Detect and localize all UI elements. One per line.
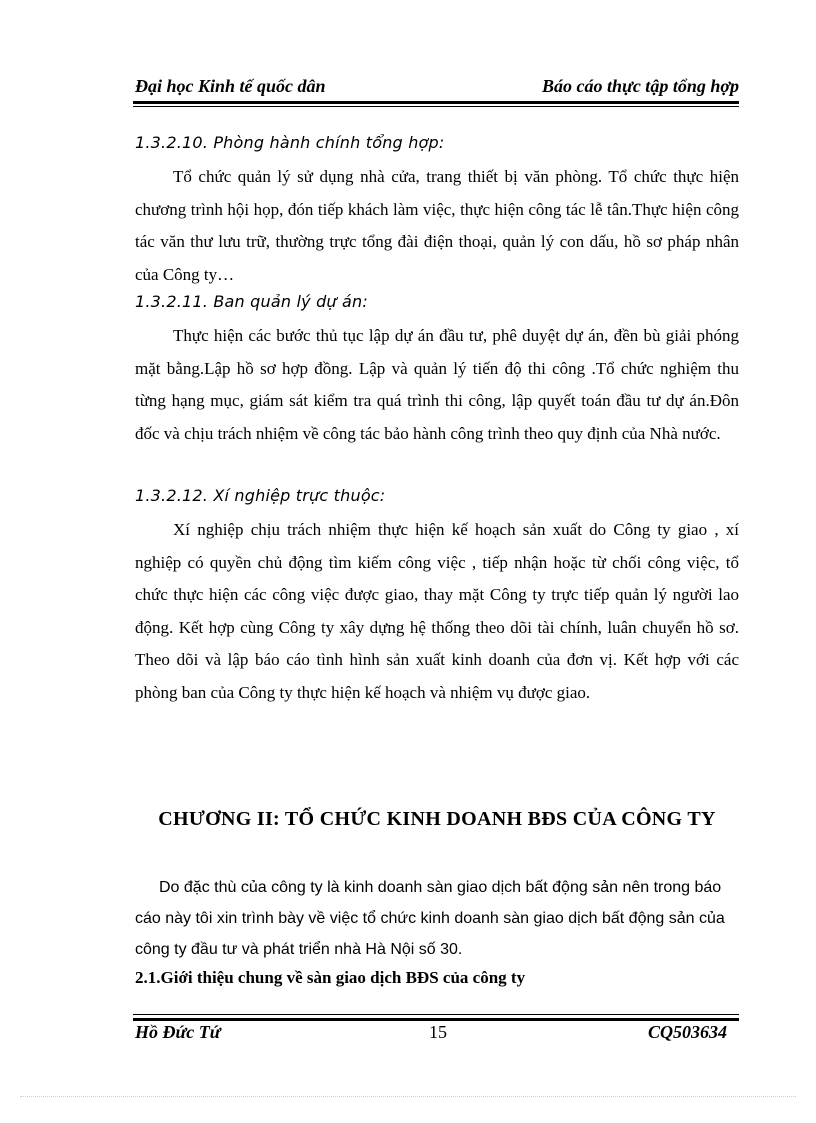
- section-paragraph-1-3-2-12: Xí nghiệp chịu trách nhiệm thực hiện kế hoạch sản xuất do Công ty giao , xí nghiệp có quyền chủ động tìm kiếm công việc , tiếp nhận hoặc từ chối công việc, tổ chức thực hiện các công việc được giao, thay mặt Công ty trực tiếp quản lý người lao động. Kết hợp cùng Công ty xây dựng hệ thống theo dõi tài chính, luân chuyển hồ sơ. Theo dõi và lập báo cáo tình hình sản xuất kinh doanh của đơn vị. Kết hợp với các phòng ban của Công ty thực hiện kế hoạch và nhiệm vụ được giao.: [135, 520, 739, 702]
- header-university: Đại học Kinh tế quốc dân: [135, 76, 326, 96]
- section-paragraph-1-3-2-10: Tổ chức quản lý sử dụng nhà cửa, trang thiết bị văn phòng. Tổ chức thực hiện chương trình hội họp, đón tiếp khách làm việc, thực hiện công tác lễ tân.Thực hiện công tác văn thư lưu trữ, thường trực tổng đài điện thoại, quản lý con dấu, hồ sơ pháp nhân của Công ty…: [135, 167, 739, 284]
- header-report-title: Báo cáo thực tập tổng hợp: [542, 76, 739, 96]
- page-footer: [133, 1022, 739, 1048]
- page-header: [133, 74, 739, 104]
- section-heading-2-1: 2.1.Giới thiệu chung về sàn giao dịch BĐS của công ty: [135, 968, 526, 987]
- footer-student-code: CQ503634: [647, 1022, 727, 1042]
- footer-author: Hồ Đức Tứ: [135, 1022, 221, 1042]
- chapter-intro-paragraph: Do đặc thù của công ty là kinh doanh sàn giao dịch bất động sản nên trong báo cáo này tôi xin trình bày về việc tổ chức kinh doanh sàn giao dịch bất động sản của công ty đầu tư và phát triển nhà Hà Nội số 30.: [135, 879, 725, 958]
- header-rule-thick: [133, 101, 739, 104]
- footer-page-number: 15: [429, 1022, 447, 1042]
- header-rule-thin: [133, 106, 739, 107]
- section-heading-1-3-2-11: 1.3.2.11. Ban quản lý dự án:: [135, 292, 368, 311]
- footer-rule-thick: [133, 1018, 739, 1021]
- chapter-title: CHƯƠNG II: TỔ CHỨC KINH DOANH BĐS CỦA CÔNG TY: [158, 808, 716, 830]
- bottom-dotted-divider: [20, 1096, 796, 1097]
- footer-rule-thin: [133, 1014, 739, 1015]
- section-heading-1-3-2-10: 1.3.2.10. Phòng hành chính tổng hợp:: [135, 133, 445, 152]
- section-heading-1-3-2-12: 1.3.2.12. Xí nghiệp trực thuộc:: [135, 486, 386, 505]
- section-paragraph-1-3-2-11: Thực hiện các bước thủ tục lập dự án đầu tư, phê duyệt dự án, đền bù giải phóng mặt bằng.Lập hồ sơ hợp đồng. Lập và quản lý tiến độ thi công .Tổ chức nghiệm thu từng hạng mục, giám sát kiểm tra quá trình thi công, lập quyết toán đầu tư dự án.Đôn đốc và chịu trách nhiệm về công tác bảo hành công trình theo quy định của Nhà nước.: [135, 326, 739, 443]
